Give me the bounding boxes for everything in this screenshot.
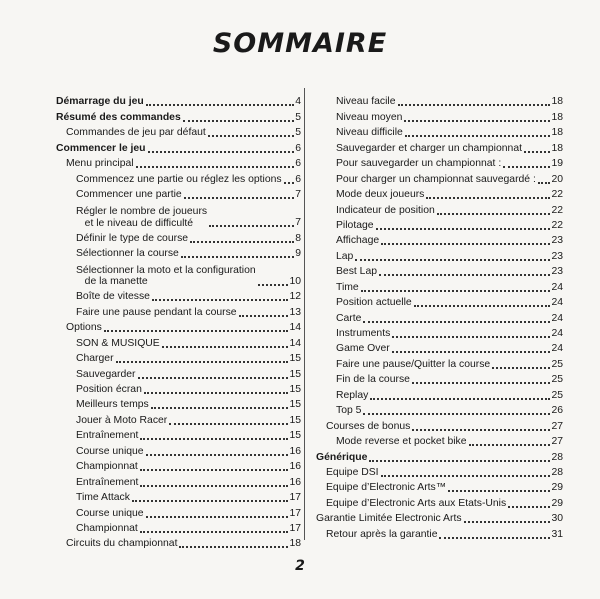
toc-entry [56,473,301,488]
toc-entry [56,520,301,535]
toc-entry-page: 7 [295,189,301,201]
toc-entry-page: 22 [551,189,563,201]
toc-entry-label: Mode deux joueurs [336,189,425,201]
toc-entry-page: 10 [289,275,301,287]
dot-leader [258,284,289,286]
toc-entry-page: 16 [289,461,301,473]
toc-entry-label: Menu principal [66,158,134,170]
toc-entry [56,535,301,550]
dot-leader [439,537,550,539]
toc-entry-page: 29 [551,482,563,494]
toc-entry-label: Position actuelle [336,297,412,309]
toc-entry-page: 24 [551,328,563,339]
toc-entry [316,479,563,494]
dot-leader [392,336,550,338]
toc-entry [56,229,301,244]
toc-entry-page: 15 [289,368,301,380]
toc-entry-page: 26 [551,405,563,417]
toc-entry [56,186,301,201]
toc-entry-page: 4 [295,96,301,108]
toc-left-column [56,93,301,550]
dot-leader [492,367,550,369]
toc-entry-page: 30 [551,513,563,525]
toc-entry-page: 28 [551,466,563,478]
toc-entry [316,139,563,154]
toc-entry [316,386,563,401]
toc-entry-label: Sauvegarder [76,368,136,380]
toc-entry [316,510,563,525]
toc-entry-label: Définir le type de course [76,232,189,244]
dot-leader [146,104,294,106]
toc-entry [316,340,563,355]
column-divider [304,88,305,540]
dot-leader [464,521,551,523]
toc-entry-page: 19 [551,158,563,170]
toc-entry-page: 18 [551,111,563,123]
toc-entry-label: Sauvegarder et charger un championnat [336,142,522,154]
dot-leader [148,151,295,153]
toc-entry [316,294,563,309]
toc-entry-page: 18 [551,96,563,108]
dot-leader [524,151,550,153]
toc-entry [56,411,301,426]
dot-leader [355,259,550,261]
toc-entry-label: Pilotage [336,219,374,231]
page-title: SOMMAIRE [212,28,388,59]
toc-entry-page: 23 [551,250,563,262]
toc-entry-label: Garantie Limitée Electronic Arts [316,513,462,525]
toc-entry-label: Régler le nombre de joueurs et le niveau de difficulté [76,206,208,229]
toc-entry [56,381,301,396]
toc-entry-page: 17 [289,522,301,534]
dot-leader [405,135,551,137]
toc-entry [316,417,563,432]
dot-leader [208,135,294,137]
toc-entry-label: Replay [336,389,369,401]
toc-entry [56,108,301,123]
toc-entry [316,170,563,185]
toc-entry-label: Meilleurs temps [76,399,149,411]
toc-entry-page: 15 [289,430,301,442]
toc-entry-page: 12 [289,291,301,303]
toc-entry [316,124,563,139]
dot-leader [392,351,551,353]
toc-entry [56,504,301,519]
toc-entry [316,309,563,324]
dot-leader [503,166,550,168]
dot-leader [370,398,550,400]
dot-leader [140,469,289,471]
toc-entry [56,489,301,504]
toc-entry [56,201,301,229]
dot-leader [404,120,550,122]
toc-entry-label: Niveau facile [336,96,396,108]
toc-entry-label: Retour après la garantie [326,528,438,540]
toc-entry-page: 6 [295,142,301,154]
toc-entry [56,288,301,303]
toc-entry-page: 5 [295,127,301,139]
toc-entry-page: 14 [289,322,301,334]
toc-entry-page: 31 [551,528,563,540]
toc-entry-page: 22 [551,204,563,216]
dot-leader [181,256,294,258]
toc-entry-label: Best Lap [336,266,378,278]
dot-leader [162,346,289,348]
toc-entry-page: 9 [295,247,301,259]
toc-entry [316,355,563,370]
dot-leader [414,305,551,307]
dot-leader [183,120,294,122]
toc-entry-label: Course unique [76,445,144,457]
dot-leader [363,321,550,323]
toc-entry-label: Charger [76,353,114,365]
toc-entry-label: Niveau moyen [336,111,403,123]
toc-entry-label: Time Attack [76,492,130,504]
toc-entry-label: Pour charger un championnat sauvegardé : [336,173,536,185]
toc-entry-label: Equipe d’Electronic Arts aux Etats-Unis [326,497,507,509]
toc-entry-page: 27 [551,436,563,448]
toc-entry [316,433,563,448]
toc-entry [56,350,301,365]
toc-entry-label: Options [66,322,102,334]
toc-right-column [316,93,563,541]
toc-entry-label: Pour sauvegarder un championnat : [336,158,502,170]
toc-entry-page: 18 [289,538,301,550]
toc-entry-page: 8 [295,232,301,244]
dot-leader [412,382,551,384]
toc-entry-page: 7 [295,217,301,229]
toc-entry [316,263,563,278]
dot-leader [538,182,551,184]
toc-entry-label: Entraînement [76,430,139,442]
toc-entry-label: Entraînement [76,476,139,488]
toc-entry [316,247,563,262]
toc-entry-label: Générique [316,451,368,463]
toc-entry-label: Sélectionner la moto et la configuration de la manette [76,264,256,288]
toc-entry-label: Affichage [336,235,380,247]
toc-entry [56,139,301,154]
toc-entry-page: 17 [289,507,301,519]
dot-leader [437,213,551,215]
toc-entry-page: 17 [289,492,301,504]
toc-entry [316,201,563,216]
toc-entry [316,448,563,463]
toc-entry [316,371,563,386]
toc-entry-label: Circuits du championnat [66,538,178,550]
toc-entry-page: 18 [551,142,563,154]
toc-entry-page: 22 [551,219,563,231]
toc-entry-label: Résumé des commandes [56,111,181,123]
dot-leader [381,475,551,477]
toc-entry [316,402,563,417]
toc-entry [316,186,563,201]
toc-entry [56,396,301,411]
dot-leader [190,241,294,243]
dot-leader [140,531,289,533]
toc-entry-page: 27 [551,420,563,432]
toc-entry-page: 16 [289,445,301,457]
dot-leader [136,166,295,168]
toc-entry-label: Carte [336,312,362,324]
dot-leader [144,392,289,394]
toc-entry-page: 24 [551,312,563,324]
toc-entry [316,108,563,123]
toc-entry-page: 13 [289,306,301,318]
toc-entry-page: 15 [289,399,301,411]
toc-entry [316,494,563,509]
dot-leader [146,516,289,518]
toc-entry-label: Faire une pause pendant la course [76,306,237,318]
dot-leader [363,413,550,415]
toc-entry-page: 24 [551,297,563,309]
dot-leader [379,274,550,276]
toc-entry-label: Time [336,281,359,293]
dot-leader [184,197,295,199]
toc-entry [56,442,301,457]
dot-leader [361,290,551,292]
toc-entry [316,155,563,170]
toc-entry [56,319,301,334]
dot-leader [169,423,288,425]
toc-entry [56,245,301,260]
dot-leader [239,315,289,317]
toc-entry-label: Jouer à Moto Racer [76,414,168,426]
toc-entry [56,303,301,318]
dot-leader [412,429,550,431]
dot-leader [448,490,550,492]
toc-entry-label: Faire une pause/Quitter la course [336,358,491,370]
toc-entry-page: 28 [551,451,563,463]
toc-entry-page: 5 [295,111,301,123]
dot-leader [179,546,288,548]
toc-entry-page: 23 [551,266,563,278]
toc-entry-label: Démarrage du jeu [56,96,144,108]
toc-entry-page: 25 [551,358,563,370]
toc-entry-label: Sélectionner la course [76,247,179,259]
dot-leader [140,438,288,440]
toc-entry-page: 24 [551,281,563,293]
toc-entry [56,155,301,170]
toc-entry-page: 14 [289,337,301,349]
toc-entry [56,427,301,442]
toc-entry-page: 15 [289,384,301,395]
dot-leader [152,299,289,301]
dot-leader [469,444,551,446]
toc-entry [56,124,301,139]
toc-entry-label: Championnat [76,522,138,534]
toc-entry-label: Commencer le jeu [56,142,146,154]
toc-entry-label: Commandes de jeu par défaut [66,127,206,139]
dot-leader [426,197,550,199]
toc-entry [56,334,301,349]
toc-entry-label: Championnat [76,461,138,473]
dot-leader [116,361,289,363]
toc-entry-page: 24 [551,343,563,355]
toc-entry-page: 18 [551,127,563,139]
dot-leader [104,330,289,332]
toc-entry-label: Course unique [76,507,144,519]
toc-entry [56,93,301,108]
dot-leader [209,225,294,227]
dot-leader [132,500,289,502]
toc-entry-page: 6 [295,173,301,185]
toc-entry [316,464,563,479]
dot-leader [376,228,551,230]
toc-entry-label: Commencer une partie [76,189,182,201]
toc-entry-label: Fin de la course [336,374,410,386]
toc-entry-label: Indicateur de position [336,204,435,216]
toc-entry [316,217,563,232]
toc-entry-page: 16 [289,476,301,488]
dot-leader [138,377,289,379]
toc-entry [316,325,563,340]
dot-leader [146,454,289,456]
toc-entry [56,458,301,473]
dot-leader [398,104,551,106]
toc-entry-label: Position écran [76,384,142,395]
toc-entry-page: 25 [551,389,563,401]
toc-entry-label: Lap [336,250,354,262]
toc-entry-label: Courses de bonus [326,420,411,432]
toc-entry-page: 29 [551,497,563,509]
toc-entry-label: Top 5 [336,405,362,417]
toc-entry-label: Niveau difficile [336,127,403,139]
dot-leader [151,407,289,409]
dot-leader [381,243,550,245]
toc-entry [56,170,301,185]
toc-entry-label: SON & MUSIQUE [76,337,160,349]
toc-entry-label: Mode reverse et pocket bike [336,436,467,448]
toc-entry [56,260,301,288]
toc-entry-label: Equipe DSI [326,466,379,478]
toc-entry-label: Game Over [336,343,390,355]
toc-entry-label: Commencez une partie ou réglez les options [76,173,282,185]
toc-entry [316,278,563,293]
toc-entry-label: Instruments [336,328,391,339]
toc-entry [56,365,301,380]
page-number: 2 [295,558,305,574]
toc-entry [316,525,563,540]
toc-entry-label: Boîte de vitesse [76,291,150,303]
toc-entry-label: Equipe d’Electronic Arts™ [326,482,447,494]
toc-entry [316,232,563,247]
toc-entry-page: 15 [289,353,301,365]
dot-leader [284,182,295,184]
toc-entry-page: 20 [551,173,563,185]
toc-entry-page: 6 [295,158,301,170]
dot-leader [140,485,288,487]
toc-entry-page: 15 [289,414,301,426]
toc-entry-page: 25 [551,374,563,386]
toc-entry [316,93,563,108]
dot-leader [508,506,550,508]
dot-leader [369,460,550,462]
toc-entry-page: 23 [551,235,563,247]
